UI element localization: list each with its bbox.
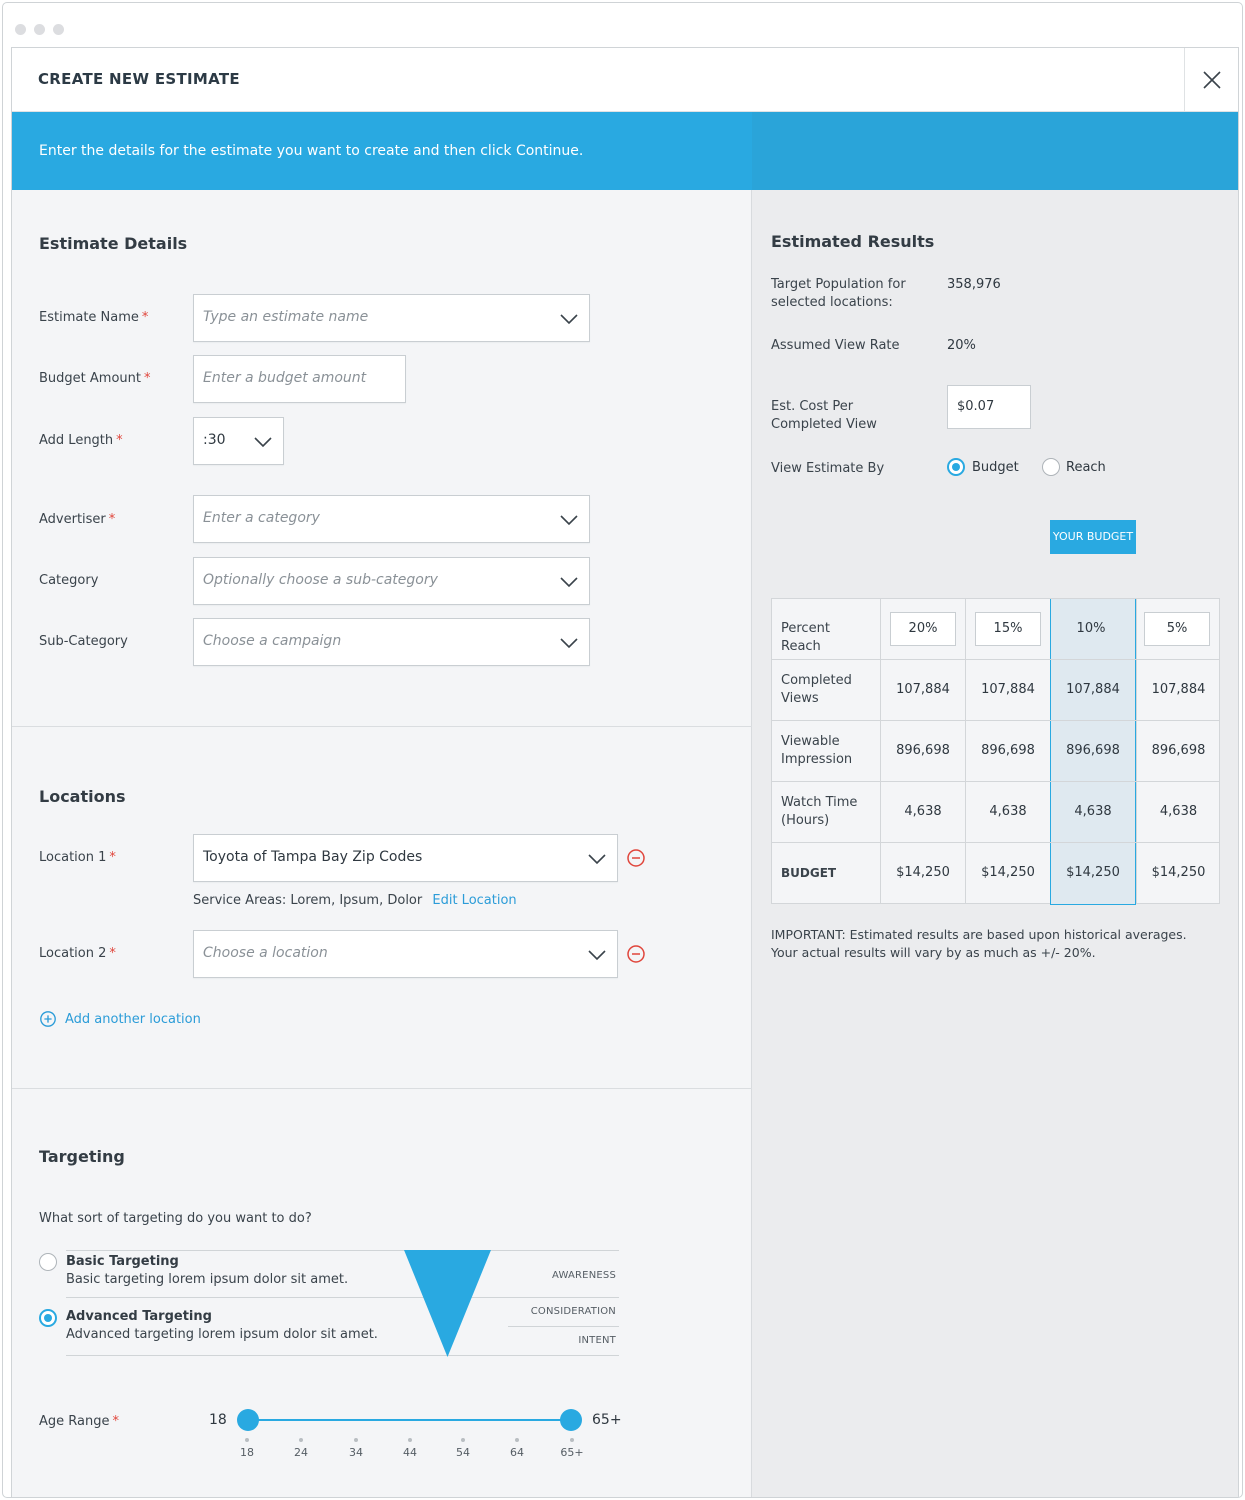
age-tick-dot — [299, 1438, 303, 1442]
table-cell: 896,698 — [981, 743, 1035, 758]
chevron-down-icon — [559, 572, 579, 592]
view-rate-value: 20% — [947, 338, 976, 353]
table-cell: 107,884 — [1066, 682, 1120, 697]
create-estimate-modal — [11, 47, 1239, 1498]
table-cell: 107,884 — [981, 682, 1035, 697]
funnel-graphic — [404, 1250, 492, 1358]
age-tick-label: 54 — [456, 1446, 470, 1459]
location2-dropdown[interactable] — [193, 930, 618, 978]
age-tick-label: 44 — [403, 1446, 417, 1459]
advertiser-label: Advertiser * — [39, 512, 116, 527]
location1-value: Toyota of Tampa Bay Zip Codes — [203, 849, 423, 865]
percent-reach-input[interactable]: 20% — [890, 612, 956, 646]
percent-reach-value: 10% — [1076, 621, 1106, 636]
chevron-down-icon — [559, 510, 579, 530]
chevron-down-icon — [559, 309, 579, 329]
window-dot-close[interactable] — [15, 24, 26, 35]
table-row-line — [772, 659, 1219, 660]
section-title-estimate-details: Estimate Details — [39, 234, 188, 253]
age-slider-min-handle[interactable] — [237, 1409, 259, 1431]
table-row-line — [772, 842, 1219, 843]
estimate-form — [12, 190, 752, 1498]
plus-circle-icon — [39, 1010, 57, 1028]
add-length-value: :30 — [203, 432, 226, 448]
category-label: Category — [39, 573, 99, 588]
targeting-divider — [66, 1250, 619, 1251]
age-tick-label: 64 — [510, 1446, 524, 1459]
advanced-targeting-title: Advanced Targeting — [66, 1309, 212, 1324]
funnel-label-consideration: CONSIDERATION — [530, 1306, 616, 1317]
location1-dropdown[interactable] — [193, 834, 618, 882]
view-rate-label: Assumed View Rate — [771, 338, 900, 353]
age-tick-dot — [515, 1438, 519, 1442]
location2-label: Location 2 * — [39, 946, 116, 961]
age-tick-dot — [408, 1438, 412, 1442]
browser-window — [2, 2, 1243, 1498]
table-cell: $14,250 — [1151, 865, 1206, 880]
edit-location-link[interactable]: Edit Location — [432, 893, 517, 908]
age-tick-dot — [245, 1438, 249, 1442]
add-length-label: Add Length * — [39, 433, 123, 448]
table-cell: 4,638 — [904, 804, 942, 819]
estimated-results-panel — [752, 190, 1239, 1498]
table-cell: $14,250 — [896, 865, 950, 880]
category-dropdown[interactable] — [193, 557, 590, 605]
section-title-locations: Locations — [39, 787, 126, 806]
table-row-label: Viewable Impression — [781, 734, 853, 767]
table-cell: $14,250 — [981, 865, 1035, 880]
age-tick-dot — [354, 1438, 358, 1442]
table-cell: 896,698 — [1151, 743, 1206, 758]
funnel-label-awareness: AWARENESS — [551, 1270, 616, 1281]
basic-targeting-title: Basic Targeting — [66, 1254, 179, 1269]
add-length-select[interactable] — [193, 417, 284, 465]
sub-category-dropdown[interactable] — [193, 618, 590, 666]
target-population-value: 358,976 — [947, 277, 1001, 292]
sub-category-label: Sub-Category — [39, 634, 128, 649]
your-budget-badge: YOUR BUDGET — [1050, 520, 1136, 554]
banner-text: Enter the details for the estimate you want to create and then click Continue. — [39, 143, 584, 159]
advanced-targeting-desc: Advanced targeting lorem ipsum dolor sit amet. — [66, 1327, 378, 1342]
remove-location1-icon[interactable] — [626, 848, 646, 868]
budget-amount-input[interactable] — [193, 355, 406, 403]
view-by-budget-radio[interactable] — [947, 458, 965, 476]
age-range-min: 18 — [209, 1412, 227, 1428]
category-placeholder: Optionally choose a sub-category — [203, 572, 438, 588]
remove-location2-icon[interactable] — [626, 944, 646, 964]
chevron-down-icon — [587, 849, 607, 869]
budget-amount-placeholder: Enter a budget amount — [203, 370, 367, 386]
chevron-down-icon — [587, 945, 607, 965]
chevron-down-icon — [559, 633, 579, 653]
modal-header — [12, 48, 1238, 112]
table-cell: 896,698 — [896, 743, 950, 758]
advertiser-placeholder: Enter a category — [203, 510, 320, 526]
table-cell: 896,698 — [1066, 743, 1120, 758]
advertiser-dropdown[interactable] — [193, 495, 590, 543]
advanced-targeting-radio[interactable] — [39, 1309, 57, 1327]
close-button[interactable] — [1184, 48, 1238, 112]
view-by-budget-label: Budget — [972, 460, 1019, 475]
close-icon — [1202, 70, 1222, 90]
cost-per-view-label: Est. Cost Per Completed View — [771, 399, 877, 432]
table-row-label: Completed Views — [781, 673, 852, 706]
table-row-line — [772, 720, 1219, 721]
view-estimate-by-label: View Estimate By — [771, 461, 885, 476]
age-range-label: Age Range * — [39, 1414, 119, 1429]
banner-right — [752, 112, 1239, 190]
window-dot-maximize[interactable] — [53, 24, 64, 35]
estimate-name-placeholder: Type an estimate name — [203, 309, 369, 325]
targeting-divider — [66, 1297, 619, 1298]
age-tick-label: 34 — [349, 1446, 363, 1459]
targeting-divider — [66, 1355, 619, 1356]
window-dot-minimize[interactable] — [34, 24, 45, 35]
instruction-banner — [12, 112, 752, 190]
age-range-max: 65+ — [592, 1412, 622, 1428]
percent-reach-input[interactable]: 15% — [975, 612, 1041, 646]
basic-targeting-desc: Basic targeting lorem ipsum dolor sit amet. — [66, 1272, 349, 1287]
target-population-label: Target Population for selected locations: — [771, 277, 906, 310]
age-tick-label: 65+ — [560, 1446, 584, 1459]
estimate-name-dropdown[interactable] — [193, 294, 590, 342]
table-cell: $14,250 — [1066, 865, 1120, 880]
age-slider-track[interactable] — [248, 1419, 572, 1421]
add-another-location-button[interactable] — [39, 1009, 201, 1029]
service-areas-text: Service Areas: Lorem, Ipsum, Dolor — [193, 893, 423, 908]
section-divider — [12, 726, 752, 727]
modal-title: CREATE NEW ESTIMATE — [38, 70, 240, 88]
add-another-location-label: Add another location — [65, 1011, 201, 1027]
important-note: IMPORTANT: Estimated results are based upon historical averages. Your actual results will vary by as much as +/- 20%. — [771, 927, 1187, 960]
budget-amount-label: Budget Amount * — [39, 371, 151, 386]
age-tick-dot — [570, 1438, 574, 1442]
age-tick-label: 18 — [240, 1446, 254, 1459]
section-title-estimated-results: Estimated Results — [771, 232, 935, 251]
table-cell: 4,638 — [1159, 804, 1198, 819]
table-row-label: BUDGET — [781, 866, 837, 880]
view-by-reach-label: Reach — [1066, 460, 1106, 475]
funnel-label-intent: INTENT — [578, 1335, 616, 1346]
location2-placeholder: Choose a location — [203, 945, 328, 961]
table-row-line — [772, 781, 1219, 782]
table-row-label: Watch Time (Hours) — [781, 795, 858, 828]
targeting-divider — [508, 1326, 619, 1327]
section-title-targeting: Targeting — [39, 1147, 125, 1166]
window-controls — [15, 20, 72, 32]
age-tick-dot — [461, 1438, 465, 1442]
table-cell: 107,884 — [1151, 682, 1206, 697]
table-cell: 4,638 — [989, 804, 1027, 819]
chevron-down-icon — [253, 432, 273, 452]
percent-reach-label: Percent Reach — [781, 621, 830, 654]
age-slider-max-handle[interactable] — [560, 1409, 582, 1431]
table-cell: 4,638 — [1074, 804, 1112, 819]
estimate-table — [771, 598, 1220, 904]
percent-reach-input[interactable]: 5% — [1144, 612, 1210, 646]
table-cell: 107,884 — [896, 682, 950, 697]
service-areas — [193, 893, 517, 908]
sub-category-placeholder: Choose a campaign — [203, 633, 342, 649]
location1-label: Location 1 * — [39, 850, 116, 865]
targeting-question: What sort of targeting do you want to do? — [39, 1211, 312, 1226]
view-by-reach-radio[interactable] — [1042, 458, 1060, 476]
cost-per-view-input[interactable]: $0.07 — [947, 385, 1031, 429]
estimate-name-label: Estimate Name * — [39, 310, 149, 325]
age-tick-label: 24 — [294, 1446, 308, 1459]
basic-targeting-radio[interactable] — [39, 1253, 57, 1271]
section-divider — [12, 1088, 752, 1089]
